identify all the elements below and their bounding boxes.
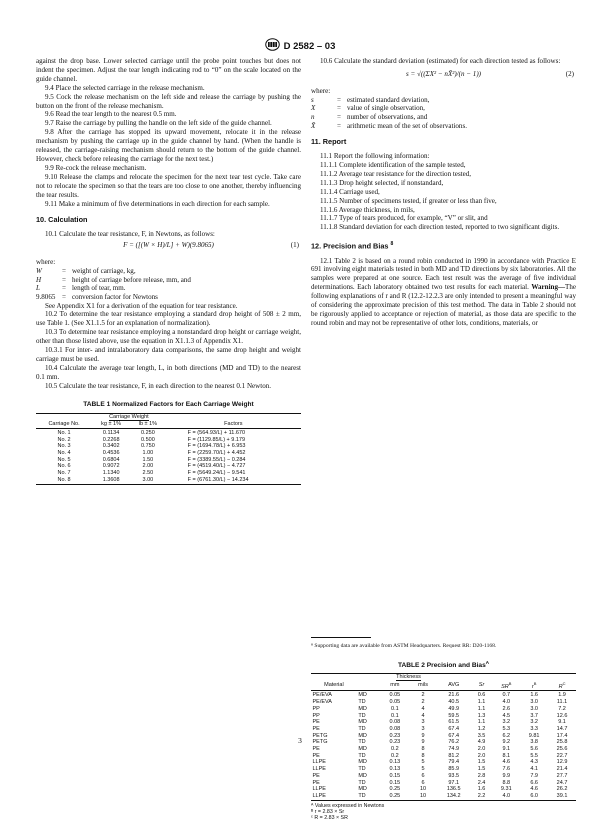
- table-1-cell: F = (4519.40/L) − 4.727: [187, 463, 246, 470]
- table-2-row: [311, 759, 576, 766]
- equation-1-number: (1): [290, 241, 299, 250]
- table-2-cell: 7.2: [558, 705, 566, 712]
- table-2-cell: 6.2: [502, 732, 511, 739]
- report-item: 11.1.6 Average thickness, in mils,: [320, 205, 415, 214]
- paragraph-9-5: 9.5 Cock the release mechanism on the left side and release the carriage by pushing the button on the front of the release mechanism.: [36, 92, 301, 110]
- table-2-cell: 61.5: [448, 719, 460, 726]
- table-2-cell: TD: [358, 699, 366, 706]
- table-1-cell: F = (6761.30/L) − 14.234: [166, 477, 301, 484]
- table-1-row: [36, 470, 301, 477]
- table-2-cell: 0.25: [389, 786, 401, 793]
- definition-text: estimated standard deviation,: [347, 95, 430, 104]
- table-1-header: lb ± 1%: [138, 421, 158, 428]
- table-2-cell: PP: [312, 705, 320, 712]
- equation-2-number: (2): [565, 69, 574, 78]
- table-2-cell: 4.0: [492, 793, 520, 800]
- table-2-cell: 134.2: [437, 793, 471, 800]
- table-1-row: [36, 457, 301, 464]
- table-2-cell: 2: [409, 691, 436, 699]
- table-2-cell: TD: [358, 739, 366, 746]
- table-2-cell: 3.0: [530, 705, 538, 712]
- table-2-header: AVG: [448, 682, 460, 689]
- table-1-cell: No. 2: [57, 436, 71, 443]
- section-heading-precision-bias: [311, 240, 576, 251]
- table-2-cell: TD: [358, 752, 366, 759]
- equation-1-body: F = ([(W × H)/L] + W)(9.8065): [123, 241, 214, 250]
- table-2-cell: 1.1: [477, 705, 486, 712]
- table-2-cell: PE: [312, 752, 320, 759]
- table-2-cell: 1.6: [520, 691, 548, 699]
- table-2-cell: PE/EVA: [311, 691, 357, 699]
- table-2-cell: 1.1: [477, 719, 486, 726]
- equation-1: [36, 241, 301, 254]
- table-2-cell: 0.23: [389, 732, 401, 739]
- paragraph-9-11: 9.11 Make a minimum of five determinations in each direction for each sample.: [45, 199, 270, 208]
- table-2-cell: 0.13: [389, 759, 401, 766]
- table-2-cell: 0.6: [471, 691, 493, 699]
- table-1-cell: 0.250: [130, 428, 166, 436]
- table-2-cell: 0.2: [391, 746, 399, 753]
- definition-symbol: L: [36, 284, 40, 293]
- where-label: where:: [36, 258, 56, 267]
- table-1-cell: F = (3389.55/L) − 0.284: [187, 456, 246, 463]
- table-2-cell: PETG: [312, 732, 328, 739]
- equation-2: [311, 70, 576, 83]
- table-2-cell: 81.2: [448, 752, 460, 759]
- table-2-notes: [311, 803, 576, 822]
- table-2-cell: MD: [358, 786, 367, 793]
- table-2-cell: 9.31: [500, 786, 512, 793]
- table-2-row: [311, 713, 576, 720]
- section-heading-text: 12. Precision and Bias: [311, 241, 389, 251]
- table-2-cell: 2.0: [477, 752, 486, 759]
- table-2-cell: 4: [421, 705, 425, 712]
- table-2-cell: 5.3: [502, 725, 511, 732]
- paragraph-9-8: 9.8 After the carriage has stopped its upward movement, relocate it in the release mechanism by pushing the carriage up in the guide channel by hand. (When the handle is released, the carriage-raising mechanism should return to the bottom of the guide channel. However, check before releasing the carriage for the next test.): [36, 128, 301, 163]
- paragraph-9-7: 9.7 Raise the carriage by pulling the handle on the left side of the guide channel.: [45, 119, 272, 128]
- table-2-cell: 93.5: [448, 772, 460, 779]
- table-1-cell: 1.3608: [92, 477, 130, 484]
- table-1-cell: 1.50: [142, 456, 154, 463]
- table-2-cell: 0.2: [391, 752, 399, 759]
- table-2-cell: MD: [358, 705, 367, 712]
- table-2-row: [311, 691, 576, 699]
- table-2-row: [311, 706, 576, 713]
- table-2-cell: MD: [357, 691, 380, 699]
- paragraph-10-5: 10.5 Calculate the tear resistance, F, in each direction to the nearest 0.1 Newton.: [45, 381, 272, 390]
- table-2-cell: 25.6: [556, 746, 568, 753]
- footnote-rule: [311, 637, 371, 638]
- table-2-cell: 2.2: [471, 793, 493, 800]
- table-2-cell: 1.2: [477, 725, 486, 732]
- definition-row: X = value of single observation,: [311, 104, 576, 113]
- table-1-row: [36, 437, 301, 444]
- table-2-cell: MD: [358, 746, 367, 753]
- table-2-row: [311, 726, 576, 733]
- table-2-cell: 40.5: [448, 699, 460, 706]
- table-2-cell: 1.6: [477, 786, 486, 793]
- warning-label: Warning—: [531, 283, 566, 292]
- table-2-cell: 136.5: [446, 786, 461, 793]
- table-2-cell: 2.0: [477, 746, 486, 753]
- table-2-cell: 9.2: [502, 739, 511, 746]
- table-1-cell: F = (564.93/L) + 11.670: [166, 428, 301, 436]
- table-2-cell: 1.5: [477, 766, 486, 773]
- table-2-cell: LLPE: [312, 766, 326, 773]
- table-1-cell: F = (2259.70/L) + 4.452: [187, 449, 246, 456]
- table-1-row: [36, 463, 301, 470]
- definition-symbol: 9.8065: [36, 292, 56, 301]
- table-1-cell: F = (1129.85/L) + 9.179: [187, 436, 246, 443]
- definition-text: number of observations, and: [347, 113, 428, 121]
- table-1-cell: No. 6: [57, 463, 71, 470]
- table-1-cell: No. 8: [36, 477, 92, 484]
- table-2-cell: 1.9: [548, 691, 576, 699]
- table-2-cell: 12.6: [556, 712, 568, 719]
- paragraph-9-3-cont: against the drop base. Lower selected carriage until the probe point touches but does not indent the specimen. Adjust the tear length indicating rod to “0” on the scale located on the guide channel.: [36, 57, 301, 83]
- table-1-cell: F = (5649.24/L) − 9.541: [187, 470, 246, 477]
- page-header: [0, 38, 600, 52]
- table-2-cell: LLPE: [312, 786, 326, 793]
- paragraph-10-6: 10.6 Calculate the standard deviation (estimated) for each direction tested as follows:: [320, 57, 561, 65]
- table-2-cell: 3.0: [530, 699, 538, 706]
- table-2-cell: 8.1: [502, 752, 511, 759]
- report-item: 11.1.8 Standard deviation for each direction tested, reported to two significant digits.: [320, 223, 560, 232]
- table-2-cell: 3: [421, 725, 425, 732]
- table-2-cell: TD: [358, 712, 366, 719]
- definition-row: H = height of carriage before release, mm, and: [36, 276, 301, 285]
- definition-text: height of carriage before release, mm, and: [72, 275, 191, 284]
- table-2-cell: TD: [358, 725, 366, 732]
- table-2-cell: 9.9: [502, 772, 511, 779]
- section-heading-calculation: 10. Calculation: [36, 215, 88, 225]
- definition-row: X̄ = arithmetic mean of the set of observations.: [311, 122, 576, 131]
- table-2-cell: 3.2: [502, 719, 511, 726]
- table-2-cell: 2.6: [502, 705, 511, 712]
- table-2-note: ᴮ r = 2.83 × Sr: [311, 809, 345, 816]
- left-column: [36, 57, 301, 485]
- table-2-header: mils: [418, 682, 428, 689]
- footnote-8: ⁸ Supporting data are available from ASTM Headquarters. Request RR: D20-1168.: [311, 643, 497, 649]
- table-2-cell: 0.25: [380, 793, 409, 800]
- table-1-cell: No. 5: [57, 456, 71, 463]
- table-2-cell: 39.1: [548, 793, 576, 800]
- paragraph-9-9: 9.9 Re-cock the release mechanism.: [45, 163, 147, 172]
- table-2-cell: PP: [312, 712, 320, 719]
- table-2-cell: PE/EVA: [312, 699, 332, 706]
- table-2-cell: PE: [312, 779, 320, 786]
- table-1-header: kg ± 1%: [101, 421, 122, 428]
- definition-row: W = weight of carriage, kg,: [36, 267, 301, 276]
- table-2-cell: PE: [312, 746, 320, 753]
- table-2-cell: 67.4: [448, 725, 460, 732]
- report-item: 11.1 Report the following information:: [320, 152, 430, 161]
- table-2-cell: 21.4: [556, 766, 568, 773]
- paragraph-12-1-end: The following explanations of r and R (12.2-12.2.3 are only intended to present a meaningful way of considering the approximate precision of this test method. The data in Table 2 should not be rigorously applied to acceptance or rejection of material, as those data are specific to the round robin and may not be representative of other lots, conditions, materials, or: [311, 283, 576, 327]
- table-2-row: [311, 793, 576, 800]
- table-2-row: [311, 753, 576, 760]
- table-2-cell: MD: [358, 759, 367, 766]
- definition-symbol: W: [36, 267, 42, 276]
- footnote-ref: 8: [390, 241, 394, 248]
- table-2-row: [311, 786, 576, 793]
- table-2-cell: 4.6: [502, 759, 511, 766]
- table-2-cell: 3.5: [477, 732, 486, 739]
- table-1-cell: 1.00: [142, 449, 154, 456]
- equation-2-body: s = √((ΣX² − nX̄²)/(n − 1)): [405, 69, 482, 78]
- table-2-cell: LLPE: [312, 759, 326, 766]
- where-label: where:: [311, 86, 331, 95]
- report-item: 11.1.7 Type of tears produced, for example, “V” or slit, and: [320, 214, 488, 223]
- table-2-cell: 1.3: [477, 712, 486, 719]
- table-2-cell: 9: [421, 732, 425, 739]
- table-2-group-header: Thickness: [396, 674, 421, 681]
- paragraph-10-2: 10.2 To determine the tear resistance employing a standard drop height of 508 ± 2 mm, use Table 1. (See X1.1.5 for an explanation of normalization).: [36, 310, 301, 328]
- definition-symbol: n: [311, 113, 315, 121]
- definition-symbol: X̄: [311, 121, 316, 130]
- table-2-cell: 8: [421, 746, 425, 753]
- report-item: 11.1.3 Drop height selected, if nonstandard,: [320, 178, 444, 187]
- table-2-header: $r^B$: [531, 680, 537, 690]
- table-2-row: [311, 699, 576, 706]
- paragraph-9-6: 9.6 Read the tear length to the nearest 0.5 mm.: [45, 110, 177, 119]
- table-2-cell: 0.13: [389, 766, 401, 773]
- table-2-cell: PE: [312, 772, 320, 779]
- table-2-cell: 76.2: [448, 739, 460, 746]
- table-2-row: [311, 766, 576, 773]
- table-2-cell: PE: [312, 725, 320, 732]
- table-2-cell: 0.08: [389, 725, 401, 732]
- table-2-cell: MD: [358, 732, 367, 739]
- table-2-cell: 9.81: [528, 732, 540, 739]
- table-2-cell: 5.6: [530, 746, 538, 753]
- table-2-cell: PE: [312, 719, 320, 726]
- definition-text: length of tear, mm.: [72, 284, 126, 293]
- table-1-row: [36, 428, 301, 436]
- table-1-cell: No. 1: [36, 428, 92, 436]
- table-2-cell: 4.5: [502, 712, 511, 719]
- table-2-note: ᶜ R = 2.83 × SR: [311, 815, 348, 822]
- table-1-header: Factors: [224, 421, 243, 428]
- table-2-caption: [311, 659, 576, 669]
- table-2-cell: TD: [357, 793, 380, 800]
- table-1: [36, 413, 301, 484]
- paragraph-9-4: 9.4 Place the selected carriage in the release mechanism.: [45, 83, 205, 92]
- table-2-cell: 4.1: [530, 766, 538, 773]
- table-2-cell: 10: [409, 793, 436, 800]
- table-2-row: [311, 719, 576, 726]
- table-1-cell: 0.2268: [102, 436, 120, 443]
- table-2-cell: 25.8: [556, 739, 568, 746]
- table-2-header: $R^C$: [558, 680, 566, 690]
- table-1-cell: F = (1694.78/L) + 6.953: [187, 443, 246, 450]
- table-2-cell: 17.4: [556, 732, 568, 739]
- table-2-cell: 0.7: [492, 691, 520, 699]
- table-2-cell: 2: [421, 699, 425, 706]
- table-2-cell: 1.5: [477, 759, 486, 766]
- section-heading-report: 11. Report: [311, 137, 347, 147]
- table-1-cell: 0.750: [141, 443, 155, 450]
- table-2-cell: 5: [421, 766, 425, 773]
- table-2-row: [311, 746, 576, 753]
- report-item: 11.1.2 Average tear resistance for the direction tested,: [320, 169, 472, 178]
- table-2-cell: 6: [421, 779, 425, 786]
- definition-row: s = estimated standard deviation,: [311, 96, 576, 105]
- document-designation: D 2582 – 03: [283, 41, 336, 52]
- definition-symbol: X: [311, 104, 316, 113]
- definition-row: 9.8065 = conversion factor for Newtons: [36, 293, 301, 302]
- table-2-cell: 9.1: [558, 719, 566, 726]
- table-2-cell: 2.4: [477, 779, 486, 786]
- table-2-cell: 6.6: [530, 779, 538, 786]
- table-2-cell: 22.7: [556, 752, 568, 759]
- table-1-header: Carriage No.: [48, 421, 80, 428]
- table-1-cell: 0.9072: [102, 463, 120, 470]
- table-2-cell: 97.1: [448, 779, 460, 786]
- report-item: 11.1.4 Carriage used,: [320, 187, 380, 196]
- report-item: 11.1.1 Complete identification of the sample tested,: [320, 161, 466, 169]
- table-2-cell: 3.7: [530, 712, 538, 719]
- right-column: [311, 57, 576, 328]
- table-2-cell: 0.15: [389, 772, 401, 779]
- table-2-row: [311, 780, 576, 787]
- table-2-cell: 79.4: [448, 759, 460, 766]
- table-2-cell: 11.1: [556, 699, 568, 706]
- table-2-cell: 67.4: [448, 732, 460, 739]
- definition-row: L = length of tear, mm.: [36, 284, 301, 293]
- table-2-header: mm: [390, 682, 400, 689]
- table-2-cell: 8: [421, 752, 425, 759]
- table-2-cell: PETG: [312, 739, 328, 746]
- table-2-cell: TD: [358, 779, 366, 786]
- table-2-cell: 1.1: [477, 699, 486, 706]
- table-1-group-header: Carriage Weight: [109, 414, 149, 421]
- table-2-cell: TD: [358, 766, 366, 773]
- page-number: 3: [298, 736, 302, 745]
- paragraph-appendix-ref: See Appendix X1 for a derivation of the equation for tear resistance.: [45, 301, 238, 310]
- definition-text: conversion factor for Newtons: [72, 292, 158, 301]
- table-2-cell: 14.7: [556, 725, 568, 732]
- table-2-cell: MD: [358, 772, 367, 779]
- table-1-row: [36, 450, 301, 457]
- paragraph-10-3: 10.3 To determine tear resistance employing a nonstandard drop height or carriage weight, other than those listed above, use the equation in X1.1.3 of Appendix X1.: [36, 328, 301, 346]
- table-2-cell: 6: [421, 772, 425, 779]
- table-2-cell: 7.9: [530, 772, 538, 779]
- table-1-cell: No. 4: [57, 449, 71, 456]
- table-2-cell: 6.0: [520, 793, 548, 800]
- table-2-cell: 0.05: [389, 699, 401, 706]
- table-2-cell: 2.8: [477, 772, 486, 779]
- table-1-caption: TABLE 1 Normalized Factors for Each Carriage Weight: [83, 400, 254, 408]
- table-2-cell: 9: [421, 739, 425, 746]
- table-2-cell: 3.2: [530, 719, 538, 726]
- astm-logo-icon: [265, 38, 280, 51]
- table-1-row: [36, 477, 301, 484]
- table-1-cell: 0.4536: [102, 449, 120, 456]
- table-2-cell: 10: [420, 786, 427, 793]
- table-2-cell: LLPE: [311, 793, 357, 800]
- table-2-cell: 24.7: [556, 779, 568, 786]
- table-2-cell: 21.6: [437, 691, 471, 699]
- table-2-cell: 4.9: [477, 739, 486, 746]
- table-2-cell: MD: [358, 719, 367, 726]
- table-1-row: [36, 443, 301, 450]
- definition-symbol: s: [311, 95, 314, 104]
- table-2-cell: 5.5: [530, 752, 538, 759]
- table-2-cell: 26.2: [556, 786, 568, 793]
- table-2-cell: 3.3: [530, 725, 538, 732]
- table-2-cell: 4.6: [530, 786, 538, 793]
- table-2-cell: 0.1: [391, 712, 399, 719]
- paragraph-10-1: 10.1 Calculate the tear resistance, F, in Newtons, as follows:: [45, 230, 215, 239]
- table-1-cell: No. 3: [57, 443, 71, 450]
- definition-text: value of single observation,: [347, 104, 425, 113]
- report-item: 11.1.5 Number of specimens tested, if greater or less than five,: [320, 196, 497, 205]
- table-1-cell: 3.00: [130, 477, 166, 484]
- table-2-note: ᴬ Values expressed in Newtons: [311, 802, 385, 809]
- table-2-cell: 4: [421, 712, 425, 719]
- paragraph-12-1: [311, 257, 576, 328]
- table-2-header: $SR^B$: [501, 680, 512, 690]
- table-1-cell: 0.6804: [102, 456, 120, 463]
- table-2-cell: 7.6: [502, 766, 511, 773]
- table-1-cell: 0.1134: [92, 428, 130, 436]
- definition-text: arithmetic mean of the set of observations.: [347, 121, 467, 130]
- table-2-cell: 0.08: [389, 719, 401, 726]
- paragraph-9-10: 9.10 Release the clamps and relocate the specimen for the next tear test cycle. Take care not to relocate the specimen so that the tears are too close to one another, thereby influencing the tear results.: [36, 172, 301, 199]
- definition-text: weight of carriage, kg,: [72, 267, 136, 276]
- table-2-header: Material: [324, 682, 344, 689]
- table-2-row: [311, 773, 576, 780]
- table-1-cell: 2.00: [142, 463, 154, 470]
- table-1-cell: 1.1340: [102, 470, 120, 477]
- table-2-cell: 4.0: [502, 699, 511, 706]
- table-2-cell: 74.9: [448, 746, 460, 753]
- table-2-cell: 49.9: [448, 705, 460, 712]
- paragraph-10-3-1: 10.3.1 For inter- and intralaboratory data comparisons, the same drop height and weight carriage must be used.: [36, 346, 301, 363]
- paragraph-10-4: 10.4 Calculate the average tear length, L, in both directions (MD and TD) to the nearest 0.1 mm.: [36, 363, 301, 381]
- definition-row: n = number of observations, and: [311, 113, 576, 122]
- table-2-caption-sup: A: [485, 660, 490, 665]
- table-2-cell: 0.1: [391, 705, 399, 712]
- table-2-cell: 8.8: [502, 779, 511, 786]
- table-2-cell: 12.9: [556, 759, 568, 766]
- table-1-cell: 0.500: [141, 436, 155, 443]
- table-2-cell: 85.9: [448, 766, 460, 773]
- table-2-header: Sr: [478, 682, 485, 689]
- table-2-caption-text: TABLE 2 Precision and Bias: [397, 662, 486, 670]
- table-2-header: [357, 681, 380, 691]
- table-2-cell: 3.8: [530, 739, 538, 746]
- table-2-cell: 0.05: [380, 691, 409, 699]
- table-2-cell: 0.15: [389, 779, 401, 786]
- table-2-cell: 5: [421, 759, 425, 766]
- paragraph-12-1-start: 12.1 Table 2 is based on a round robin conducted in 1990 in accordance with Practice E 691 involving eight materials tested in both MD and TD directions by six laboratories. All the samples were prepared at one source. Each test result was the average of five individual determinations. Each laboratory obtained two test results for each material.: [311, 256, 576, 292]
- footnote-block: [311, 643, 576, 822]
- table-2-cell: 4.3: [530, 759, 538, 766]
- table-1-cell: 0.3402: [102, 443, 120, 450]
- table-2-cell: 0.23: [389, 739, 401, 746]
- table-1-cell: No. 7: [57, 470, 71, 477]
- table-2-cell: 3: [421, 719, 425, 726]
- table-2-cell: 59.5: [448, 712, 460, 719]
- table-2-cell: 9.1: [502, 746, 511, 753]
- definition-symbol: H: [36, 275, 42, 284]
- table-2-cell: 27.7: [556, 772, 568, 779]
- table-1-cell: 2.50: [142, 470, 154, 477]
